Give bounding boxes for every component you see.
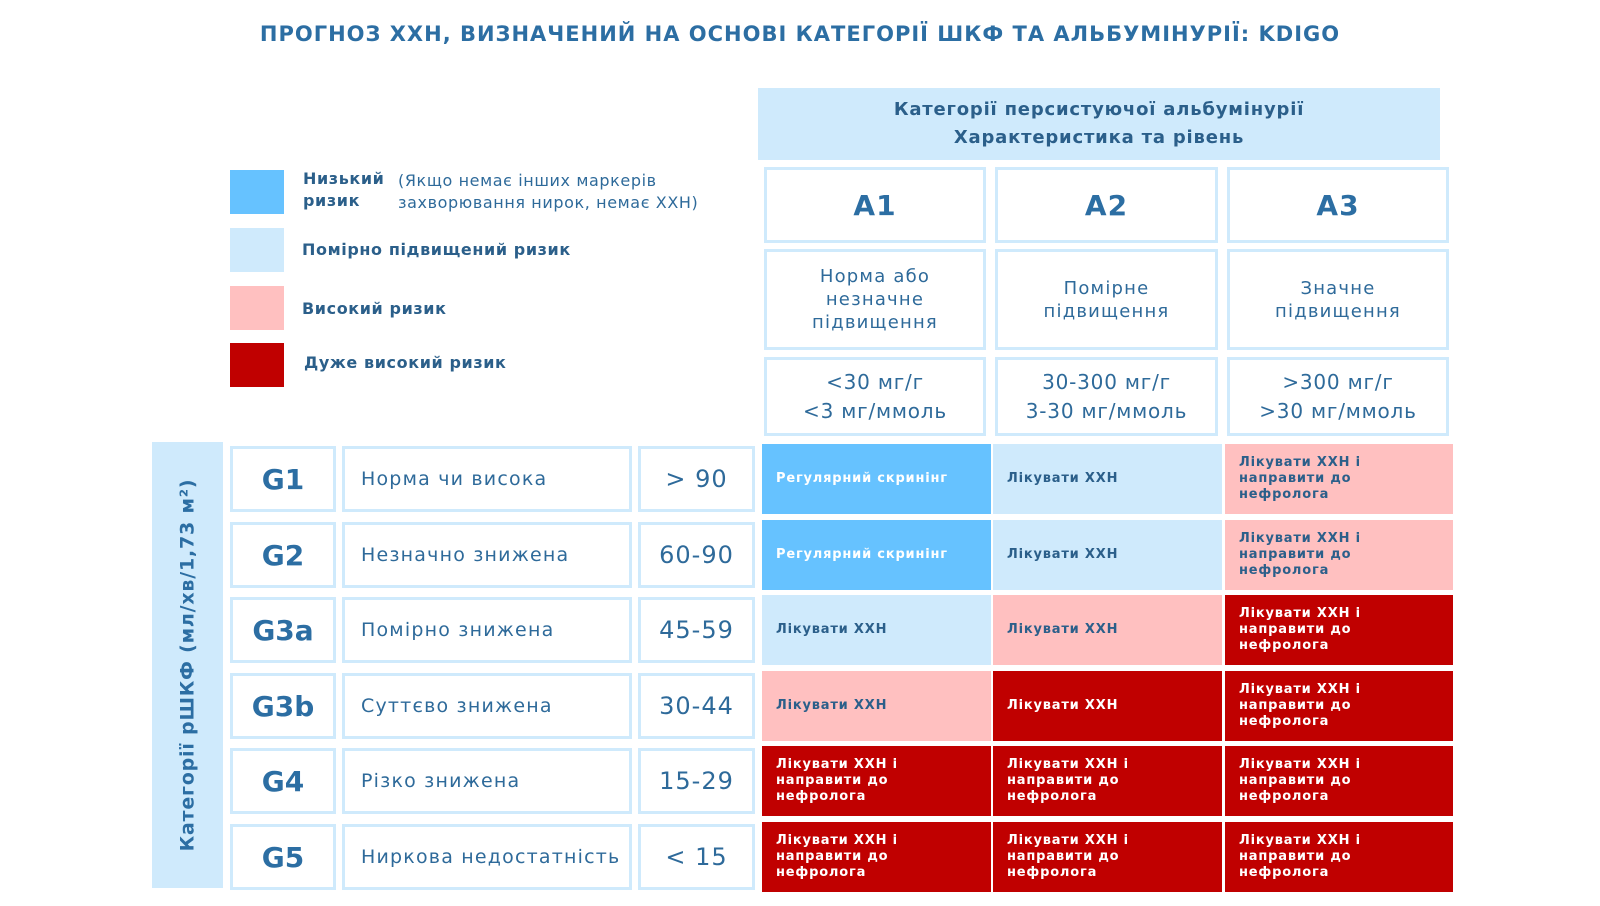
row-code-g3a: G3a bbox=[230, 597, 336, 663]
risk-cell-text: Регулярний скринінг bbox=[776, 471, 948, 486]
risk-cell-g4-a1 bbox=[762, 746, 991, 816]
risk-cell-text: Лікувати ХХН і направити до нефролога bbox=[1239, 682, 1361, 729]
risk-cell-g4-a3 bbox=[1225, 746, 1453, 816]
column-description-a2: Помірне підвищення bbox=[995, 249, 1218, 350]
column-code-a3: A3 bbox=[1227, 167, 1449, 243]
risk-cell-text: Лікувати ХХН bbox=[776, 698, 888, 713]
risk-cell-text: Лікувати ХХН і направити до нефролога bbox=[776, 833, 898, 880]
column-range-a1: <30 мг/г <3 мг/ммоль bbox=[764, 357, 986, 436]
row-description-g2: Незначно знижена bbox=[342, 522, 632, 588]
row-description-g1: Норма чи висока bbox=[342, 446, 632, 512]
column-description-a1: Норма або незначне підвищення bbox=[764, 249, 986, 350]
row-gfr-value-g3b: 30-44 bbox=[638, 673, 755, 739]
column-code-a1: A1 bbox=[764, 167, 986, 243]
row-gfr-value-g2: 60-90 bbox=[638, 522, 755, 588]
legend-label-moderate: Помірно підвищений ризик bbox=[302, 240, 571, 259]
row-code-g4: G4 bbox=[230, 748, 336, 814]
row-code-g2: G2 bbox=[230, 522, 336, 588]
risk-cell-text: Лікувати ХХН і направити до нефролога bbox=[1239, 606, 1361, 653]
row-description-g4: Різко знижена bbox=[342, 748, 632, 814]
column-range-a3: >300 мг/г >30 мг/ммоль bbox=[1227, 357, 1449, 436]
risk-cell-g5-a3 bbox=[1225, 822, 1453, 892]
risk-cell-text: Лікувати ХХН і направити до нефролога bbox=[1007, 757, 1129, 804]
risk-cell-g4-a2 bbox=[993, 746, 1222, 816]
row-description-g5: Ниркова недостатність bbox=[342, 824, 632, 890]
legend-label-very-high: Дуже високий ризик bbox=[304, 353, 507, 372]
albuminuria-header bbox=[758, 88, 1440, 160]
row-gfr-value-g4: 15-29 bbox=[638, 748, 755, 814]
row-gfr-value-g3a: 45-59 bbox=[638, 597, 755, 663]
risk-cell-text: Лікувати ХХН і направити до нефролога bbox=[1239, 455, 1361, 502]
risk-cell-text: Лікувати ХХН bbox=[776, 622, 888, 637]
risk-cell-g3a-a3 bbox=[1225, 595, 1453, 665]
page-title: ПРОГНОЗ ХХН, ВИЗНАЧЕНИЙ НА ОСНОВІ КАТЕГОРІЇ ШКФ ТА АЛЬБУМІНУРІЇ: KDIGO bbox=[259, 22, 1341, 46]
risk-cell-g1-a2 bbox=[993, 444, 1222, 514]
row-code-g5: G5 bbox=[230, 824, 336, 890]
legend-label-low: Низький ризик bbox=[303, 169, 385, 210]
risk-cell-text: Лікувати ХХН і направити до нефролога bbox=[1239, 833, 1361, 880]
risk-cell-text: Регулярний скринінг bbox=[776, 547, 948, 562]
risk-cell-g5-a1 bbox=[762, 822, 991, 892]
gfr-axis-label-wrap bbox=[152, 442, 223, 888]
risk-cell-g2-a2 bbox=[993, 520, 1222, 590]
risk-cell-g2-a3 bbox=[1225, 520, 1453, 590]
row-description-g3a: Помірно знижена bbox=[342, 597, 632, 663]
risk-cell-g3a-a1 bbox=[762, 595, 991, 665]
risk-cell-g3b-a1 bbox=[762, 671, 991, 741]
gfr-axis-label: Категорії рШКФ (мл/хв/1,73 м²) bbox=[176, 478, 199, 852]
row-gfr-value-g1: > 90 bbox=[638, 446, 755, 512]
legend-swatch-high bbox=[230, 286, 284, 330]
risk-cell-text: Лікувати ХХН і направити до нефролога bbox=[776, 757, 898, 804]
risk-cell-text: Лікувати ХХН і направити до нефролога bbox=[1239, 531, 1361, 578]
risk-cell-g1-a3 bbox=[1225, 444, 1453, 514]
risk-cell-text: Лікувати ХХН bbox=[1007, 471, 1119, 486]
legend-swatch-low bbox=[230, 170, 284, 214]
risk-cell-text: Лікувати ХХН bbox=[1007, 622, 1119, 637]
column-code-a2: A2 bbox=[995, 167, 1218, 243]
row-description-g3b: Суттєво знижена bbox=[342, 673, 632, 739]
row-gfr-value-g5: < 15 bbox=[638, 824, 755, 890]
legend-label-high: Високий ризик bbox=[302, 299, 447, 318]
column-description-a3: Значне підвищення bbox=[1227, 249, 1449, 350]
albuminuria-header-line2: Характеристика та рівень bbox=[953, 127, 1245, 148]
risk-cell-g3a-a2 bbox=[993, 595, 1222, 665]
legend-note-low: (Якщо немає інших маркерів захворювання нирок, немає ХХН) bbox=[398, 171, 699, 212]
risk-cell-g3b-a3 bbox=[1225, 671, 1453, 741]
risk-cell-text: Лікувати ХХН і направити до нефролога bbox=[1239, 757, 1361, 804]
risk-cell-g3b-a2 bbox=[993, 671, 1222, 741]
legend-swatch-moderate bbox=[230, 228, 284, 272]
risk-cell-text: Лікувати ХХН bbox=[1007, 698, 1119, 713]
risk-cell-g2-a1 bbox=[762, 520, 991, 590]
risk-cell-g1-a1 bbox=[762, 444, 991, 514]
row-code-g1: G1 bbox=[230, 446, 336, 512]
legend-swatch-very-high bbox=[230, 343, 284, 387]
risk-cell-g5-a2 bbox=[993, 822, 1222, 892]
risk-cell-text: Лікувати ХХН bbox=[1007, 547, 1119, 562]
column-range-a2: 30-300 мг/г 3-30 мг/ммоль bbox=[995, 357, 1218, 436]
risk-cell-text: Лікувати ХХН і направити до нефролога bbox=[1007, 833, 1129, 880]
albuminuria-header-line1: Категорії персистуючої альбумінурії bbox=[893, 99, 1305, 120]
row-code-g3b: G3b bbox=[230, 673, 336, 739]
